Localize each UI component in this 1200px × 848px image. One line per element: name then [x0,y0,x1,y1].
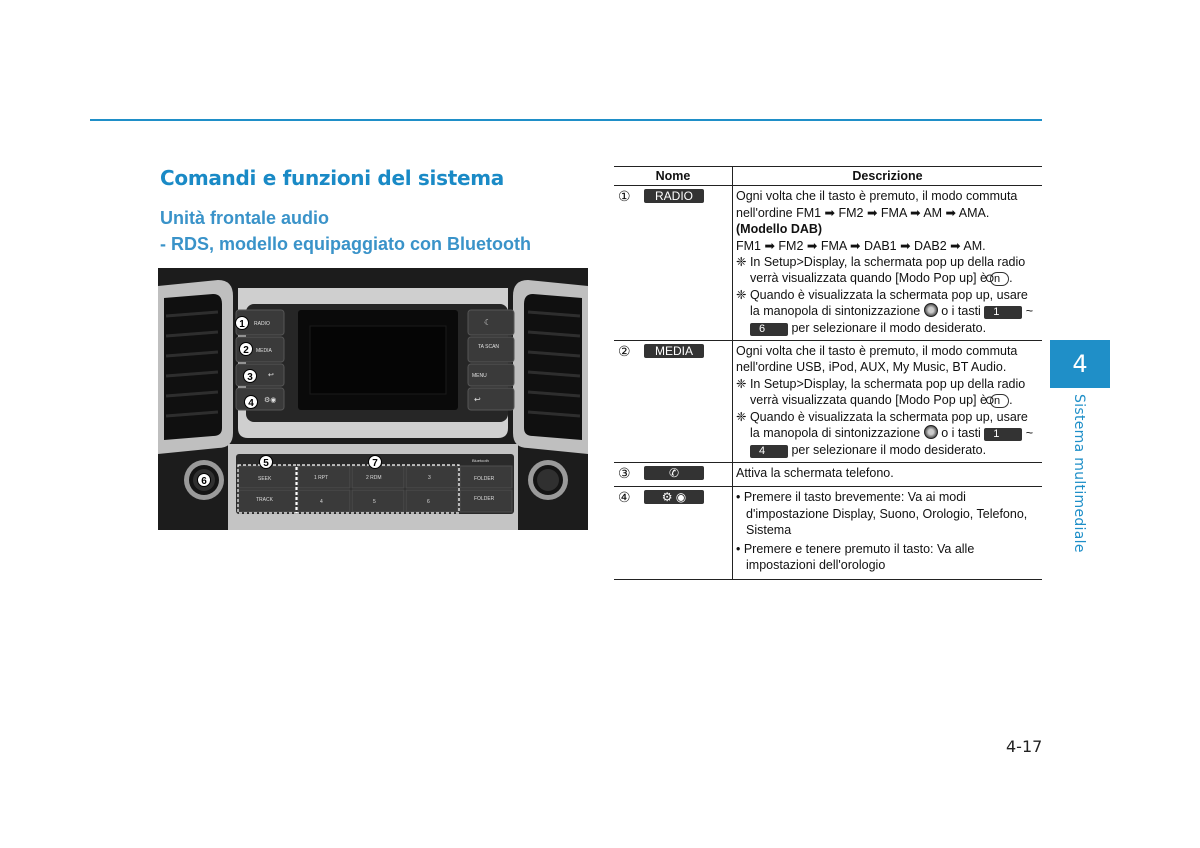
audio-unit-photo [158,268,588,530]
table-row [614,462,1042,486]
row-number: ③ [618,464,631,481]
photo-folder-down: FOLDER [474,496,495,502]
svg-text:↩: ↩ [474,395,481,404]
svg-text:☾: ☾ [484,318,492,327]
photo-preset-2: 2 RDM [366,475,382,481]
row-number: ② [618,343,631,360]
callout-3: 3 [247,372,253,383]
photo-preset-3: 3 [428,475,431,481]
callout-2: 2 [243,345,249,356]
page-number: 4-17 [1006,737,1043,756]
note: ❈ Quando è visualizzata la schermata pop up, usare la manopola di sintonizzazione o i tasti 1 ~ 6 per selezionare il modo desiderato. [736,287,1034,335]
header-descrizione: Descrizione [733,167,1043,186]
photo-menu-label: MENU [472,373,487,379]
note: ❈ Quando è visualizzata la schermata pop up, usare la manopola di sintonizzazione o i tasti 1 ~ 4 per selezionare il modo desiderato. [736,409,1034,457]
tuning-knob-icon [924,303,938,317]
preset-key-icon: 6 [750,323,788,336]
photo-tascan-label: TA SCAN [478,344,500,350]
desc-text-dab: FM1 ➡ FM2 ➡ FMA ➡ DAB1 ➡ DAB2 ➡ AM. [736,238,986,253]
desc-text: Ogni volta che il tasto è premuto, il modo commuta nell'ordine FM1 ➡ FM2 ➡ FMA ➡ AM ➡ AMA. [736,189,1018,220]
top-rule [90,119,1042,121]
row-number: ④ [618,489,631,506]
photo-preset-6: 6 [427,499,430,505]
photo-preset-5: 5 [373,499,376,505]
on-button-icon: On [990,394,1009,408]
bullet: • Premere e tenere premuto il tasto: Va alle impostazioni dell'orologio [736,541,975,572]
callout-7: 7 [372,458,378,469]
chapter-tab: 4 [1050,340,1110,388]
photo-preset-1: 1 RPT [314,475,329,481]
callout-5: 5 [263,458,269,469]
chapter-label: Sistema multimediale [1071,394,1087,553]
tuning-knob-icon [924,425,938,439]
preset-key-icon: 1 [984,306,1022,319]
subtitle-unit: Unità frontale audio [160,208,330,228]
header-nome: Nome [614,167,733,186]
setup-clock-icon: ⚙ ◉ [644,490,704,504]
subtitle-model: - RDS, modello equipaggiato con Bluetooth [160,234,531,254]
callout-4: 4 [248,398,254,409]
controls-table [614,166,1042,580]
desc-text: Attiva la schermata telefono. [736,465,894,480]
desc-bold: (Modello DAB) [736,222,823,237]
photo-media-label: MEDIA [256,348,272,354]
preset-key-icon: 4 [750,445,788,458]
table-row [614,341,1042,463]
svg-text:↩: ↩ [268,372,274,379]
media-key: MEDIA [644,344,704,358]
preset-key-icon: 1 [984,428,1022,441]
callout-6: 6 [201,476,207,487]
table-row [614,186,1042,341]
on-button-icon: On [990,272,1009,286]
bullet: • Premere il tasto brevemente: Va ai modi d'impostazione Display, Suono, Orologio, Telefono, Sistema [736,490,1028,538]
photo-bluetooth-label: Bluetooth [472,458,489,463]
svg-text:⚙◉: ⚙◉ [264,397,277,404]
radio-key: RADIO [644,189,704,203]
note: ❈ In Setup>Display, la schermata pop up della radio verrà visualizzata quando [Modo Pop up] è On . [736,376,1026,408]
photo-folder-up: FOLDER [474,476,495,482]
photo-radio-label: RADIO [254,321,270,327]
section-title: Comandi e funzioni del sistema [160,166,504,190]
row-number: ① [618,188,631,205]
note: ❈ In Setup>Display, la schermata pop up della radio verrà visualizzata quando [Modo Pop up] è On . [736,255,1026,286]
photo-track-label: TRACK [256,497,273,503]
photo-seek-label: SEEK [258,476,272,482]
callout-1: 1 [239,319,245,330]
phone-icon: ✆ [644,466,704,480]
photo-preset-4: 4 [320,499,323,505]
desc-text: Ogni volta che il tasto è premuto, il modo commuta nell'ordine USB, iPod, AUX, My Music, BT Audio. [736,344,1018,375]
table-row [614,487,1042,580]
